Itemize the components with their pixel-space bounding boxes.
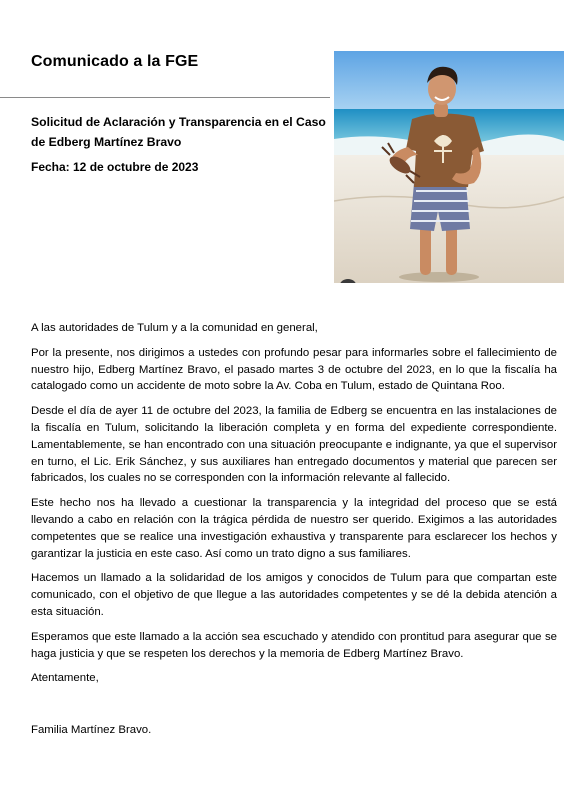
- document-title: Comunicado a la FGE: [31, 53, 199, 70]
- greeting: A las autoridades de Tulum y a la comunidad en general,: [31, 322, 318, 334]
- header-divider: [0, 97, 330, 98]
- document-subject: Solicitud de Aclaración y Transparencia en el Caso de Edberg Martínez Bravo: [31, 115, 326, 149]
- paragraph: Desde el día de ayer 11 de octubre del 2023, la familia de Edberg se encuentra en las instalaciones de la fiscalía en Tulum, solicitando la liberación completa y en forma del expediente correspondiente. Lamentablemente, se han encontrado con una situación preocupante e indignante, ya que el supervisor en turno, el Lic. Erik Sánchez, y sus auxiliares han entregado documentos y material que parecen ser fabricados, los cuales no se corresponden con la información relevante al fallecido.: [31, 405, 557, 485]
- closing: Atentamente,: [31, 672, 99, 685]
- document-date: Fecha: 12 de octubre de 2023: [31, 160, 199, 174]
- beach-photo: [334, 51, 564, 283]
- paragraph: Hacemos un llamado a la solidaridad de los amigos y conocidos de Tulum para que compartan este comunicado, con el objetivo de que llegue a las autoridades competentes y se dé la debida atención a esta situación.: [31, 572, 557, 618]
- document-body: [31, 320, 557, 747]
- paragraph: Esperamos que este llamado a la acción sea escuchado y atendido con prontitud para asegurar que se haga justicia y que se respeten los derechos y la memoria de Edberg Martínez Bravo.: [31, 630, 557, 660]
- signature: Familia Martínez Bravo.: [31, 724, 152, 737]
- paragraph: Este hecho nos ha llevado a cuestionar la transparencia y la integridad del proceso que se está llevando a cabo en relación con la trágica pérdida de nuestro ser querido. Exigimos a las autoridades competentes que se realice una investigación exhaustiva y transparente para esclarecer los hechos y garantizar la justicia en este caso. Así como un trato digno a sus familiares.: [31, 497, 557, 560]
- paragraph: Por la presente, nos dirigimos a ustedes con profundo pesar para informarles sobre el fallecimiento de nuestro hijo, Edberg Martínez Bravo, el pasado martes 3 de octubre del 2023, en lo que la fiscalía ha catalogado como un accidente de moto sobre la Av. Coba en Tulum, estado de Quintana Roo.: [31, 346, 557, 393]
